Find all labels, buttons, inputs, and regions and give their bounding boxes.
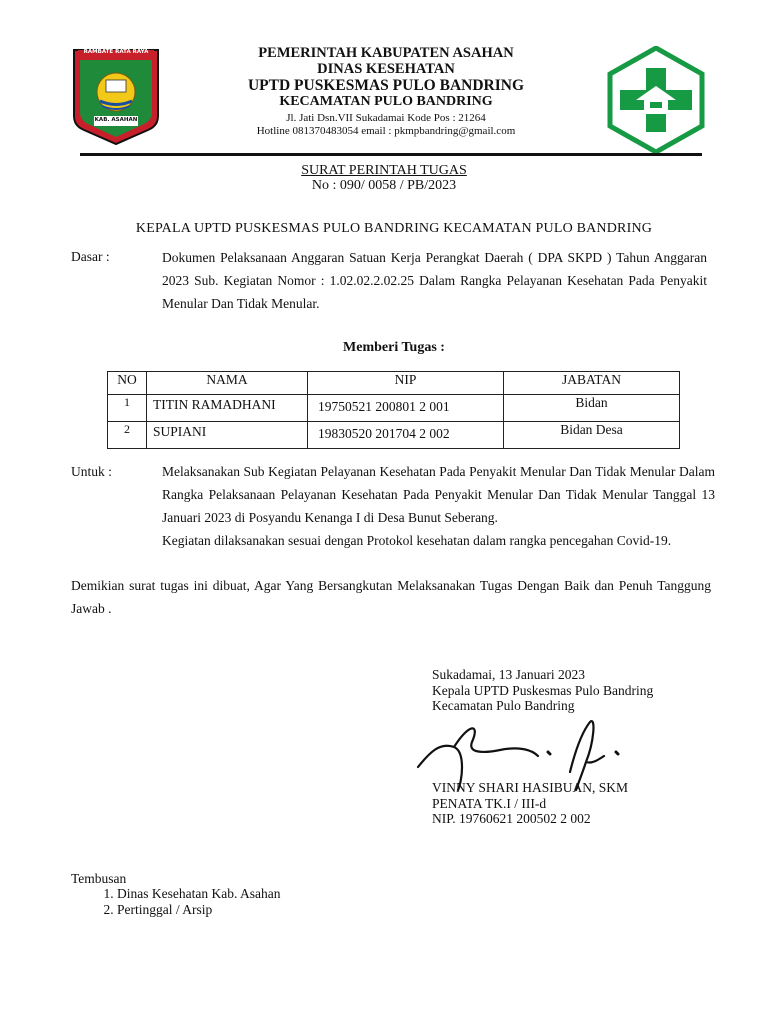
list-item: 2. Pertinggal / Arsip [117, 902, 280, 918]
emblem-caption: KAB. ASAHAN [94, 117, 138, 123]
signatory-name: VINNY SHARI HASIBUAN, SKM [432, 780, 629, 795]
puskesmas-name: UPTD PUSKESMAS PULO BANDRING [247, 77, 524, 94]
signature-place-date: Sukadamai, 13 Januari 2023 [432, 667, 585, 682]
untuk-paragraph-1: Melaksanakan Sub Kegiatan Pelayanan Kesehatan Pada Penyakit Menular Dan Tidak Menular Dalam Rangka Pelaksanaan Pelayanan Kesehatan Pada Penyakit Menular Dan Tidak Menular Tanggal 13 Januari 2023 di Posyandu Kenanga I di Desa Bunut Seberang. [162, 464, 715, 525]
signature-position-2: Kecamatan Pulo Bandring [432, 698, 575, 713]
col-jabatan-header: JABATAN [504, 372, 680, 395]
dasar-label: Dasar : [71, 249, 110, 264]
government-name: PEMERINTAH KABUPATEN ASAHAN [258, 45, 514, 61]
issuer-heading: KEPALA UPTD PUSKESMAS PULO BANDRING KECAMATAN PULO BANDRING [135, 221, 653, 236]
document-title: SURAT PERINTAH TUGAS [301, 163, 467, 178]
untuk-paragraph-2: Kegiatan dilaksanakan sesuai dengan Protokol kesehatan dalam rangka pencegahan Covid-19. [162, 533, 672, 548]
table-header-row [108, 372, 680, 395]
signatory-details [432, 780, 732, 827]
district-name: KECAMATAN PULO BANDRING [279, 94, 493, 109]
col-nip-header: NIP [308, 372, 504, 395]
emblem-motto: RAMBATE RATA RAYA [83, 49, 149, 55]
tembusan-list [71, 886, 280, 918]
letterhead-divider [80, 153, 702, 156]
office-address: Jl. Jati Dsn.VII Sukadamai Kode Pos : 21264 [286, 112, 486, 124]
row-nama: TITIN RAMADHANI [147, 395, 308, 422]
row-no: 1 [108, 395, 147, 422]
signatory-rank: PENATA TK.I / III-d [432, 795, 547, 811]
table-row [108, 422, 680, 449]
row-nama: SUPIANI [147, 422, 308, 449]
col-nama-header: NAMA [147, 372, 308, 395]
row-jabatan: Bidan [504, 395, 680, 422]
dasar-text: Dokumen Pelaksanaan Anggaran Satuan Kerja Perangkat Daerah ( DPA SKPD ) Tahun Anggaran 2023 Sub. Kegiatan Nomor : 1.02.02.2.02.25 Dalam Rangka Pelayanan Kesehatan Pada Penyakit Menular Dan Tidak Menular. [162, 250, 707, 311]
signatory-nip: NIP. 19760621 200502 2 002 [432, 811, 591, 826]
closing-statement: Demikian surat tugas ini dibuat, Agar Yang Bersangkutan Melaksanakan Tugas Dengan Baik dan Penuh Tanggung Jawab . [71, 578, 711, 616]
assignee-table [107, 371, 680, 449]
tembusan-label: Tembusan [71, 871, 127, 886]
row-jabatan: Bidan Desa [504, 422, 680, 449]
assignment-heading: Memberi Tugas : [343, 340, 445, 355]
puskesmas-logo [602, 46, 710, 154]
list-item: 1. Dinas Kesehatan Kab. Asahan [117, 886, 280, 902]
row-nip: 19830520 201704 2 002 [308, 422, 504, 449]
office-contact: Hotline 081370483054 email : pkmpbandring@gmail.com [256, 125, 516, 137]
letterhead [170, 45, 602, 138]
untuk-label: Untuk : [71, 464, 112, 479]
document-number: No : 090/ 0058 / PB/2023 [311, 178, 457, 193]
signature-position-1: Kepala UPTD Puskesmas Pulo Bandring [432, 682, 654, 698]
signature-block [432, 667, 732, 714]
kabupaten-emblem [70, 46, 162, 146]
office-name: DINAS KESEHATAN [317, 61, 455, 77]
table-row [108, 395, 680, 422]
row-no: 2 [108, 422, 147, 449]
row-nip: 19750521 200801 2 001 [308, 395, 504, 422]
col-no-header: NO [108, 372, 147, 395]
